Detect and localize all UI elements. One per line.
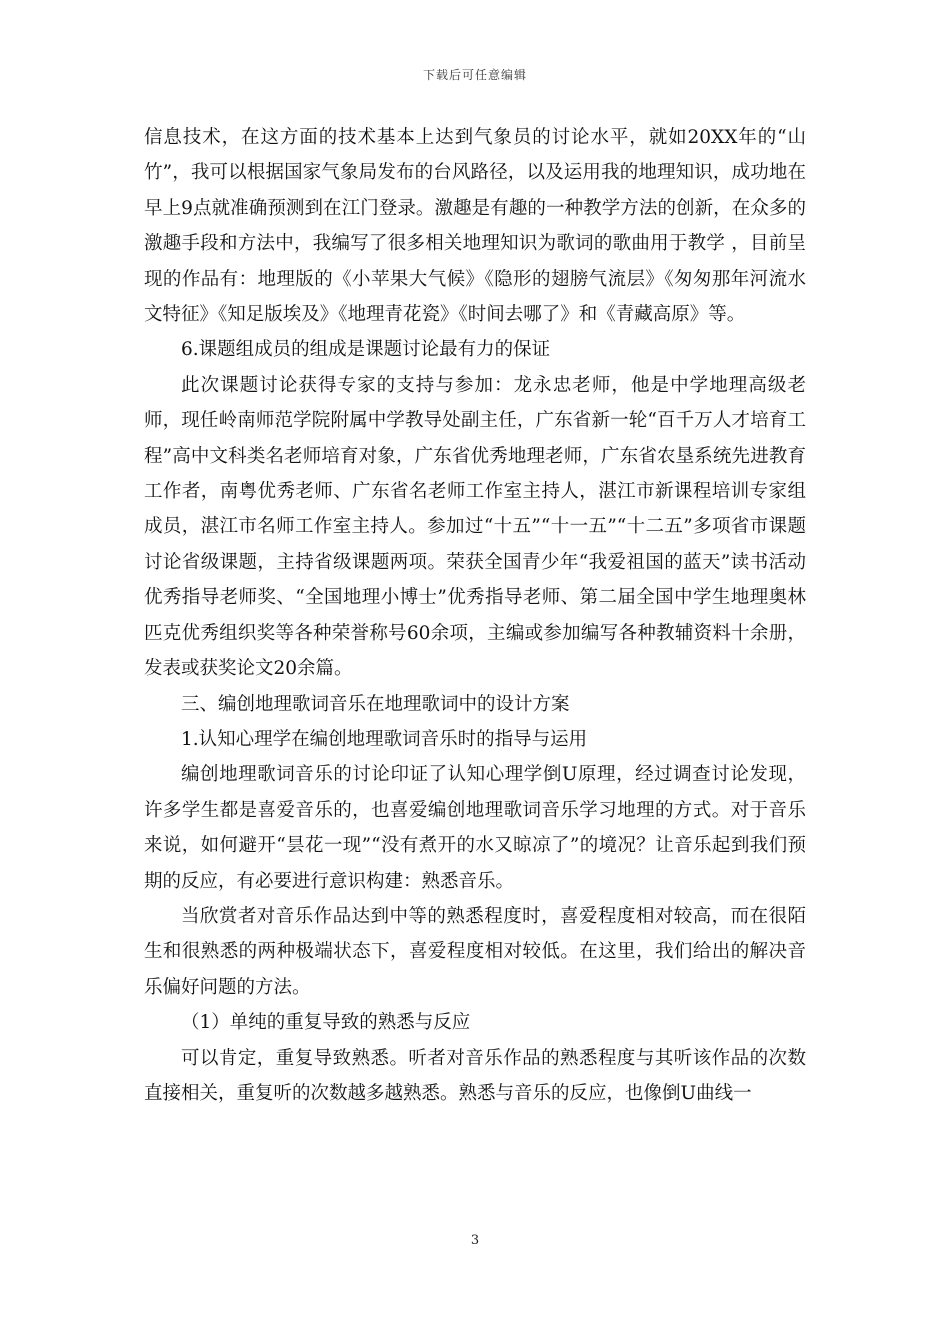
section-heading: 6.课题组成员的组成是课题讨论最有力的保证 [181, 339, 551, 361]
section-heading: （1）单纯的重复导致的熟悉与反应 [181, 1012, 471, 1034]
paragraph: 当欣赏者对音乐作品达到中等的熟悉程度时，喜爱程度相对较高，而在很陌生和很熟悉的两种极端状态下，喜爱程度相对较低。在这里，我们给出的解决音乐偏好问题的方法。 [144, 905, 806, 998]
section-heading: 1.认知心理学在编创地理歌词音乐时的指导与运用 [181, 728, 588, 750]
paragraph: 此次课题讨论获得专家的支持与参加：龙永忠老师，他是中学地理高级老师，现任岭南师范学院附属中学教导处副主任，广东省新一轮“百千万人才培育工程”高中文科类名老师培育对象，广东省优秀地理老师，广东省农垦系统先进教育工作者，南粤优秀老师、广东省名老师工作室主持人，湛江市新课程培训专家组成员，湛江市名师工作室主持人。参加过“十五”“十一五”“十二五”多项省市课题讨论省级课题，主持省级课题两项。荣获全国青少年“我爱祖国的蓝天”读书活动优秀指导老师奖、“全国地理小博士”优秀指导老师、第二届全国中学生地理奥林匹克优秀组织奖等各种荣誉称号60余项，主编或参加编写各种教辅资料十余册，发表或获奖论文20余篇。 [144, 374, 806, 680]
paragraph: 编创地理歌词音乐的讨论印证了认知心理学倒U原理，经过调查讨论发现，许多学生都是喜爱音乐的，也喜爱编创地理歌词音乐学习地理的方式。对于音乐来说，如何避开“昙花一现”“没有煮开的水又晾凉了”的境况？让音乐起到我们预期的反应，有必要进行意识构建：熟悉音乐。 [144, 764, 806, 892]
section-heading: 三、编创地理歌词音乐在地理歌词中的设计方案 [181, 693, 570, 715]
paragraph: 可以肯定，重复导致熟悉。听者对音乐作品的熟悉程度与其听该作品的次数直接相关，重复听的次数越多越熟悉。熟悉与音乐的反应，也像倒U曲线一 [144, 1047, 806, 1104]
page-number: 3 [470, 1233, 480, 1248]
document-body [144, 120, 806, 1111]
page-header: 下载后可任意编辑 [422, 68, 527, 82]
paragraph-continuation: 信息技术，在这方面的技术基本上达到气象员的讨论水平，就如20XX年的“山竹”，我可以根据国家气象局发布的台风路径，以及运用我的地理知识，成功地在早上9点就准确预测到在江门登录。激趣是有趣的一种教学方法的创新，在众多的激趣手段和方法中，我编写了很多相关地理知识为歌词的歌曲用于教学 ，目前呈现的作品有：地理版的《小苹果大气候》《隐形的翅膀气流层》《匆匆那年河流水文特征》《知足版埃及》《地理青花瓷》《时间去哪了》和《青藏高原》等。 [144, 127, 806, 326]
